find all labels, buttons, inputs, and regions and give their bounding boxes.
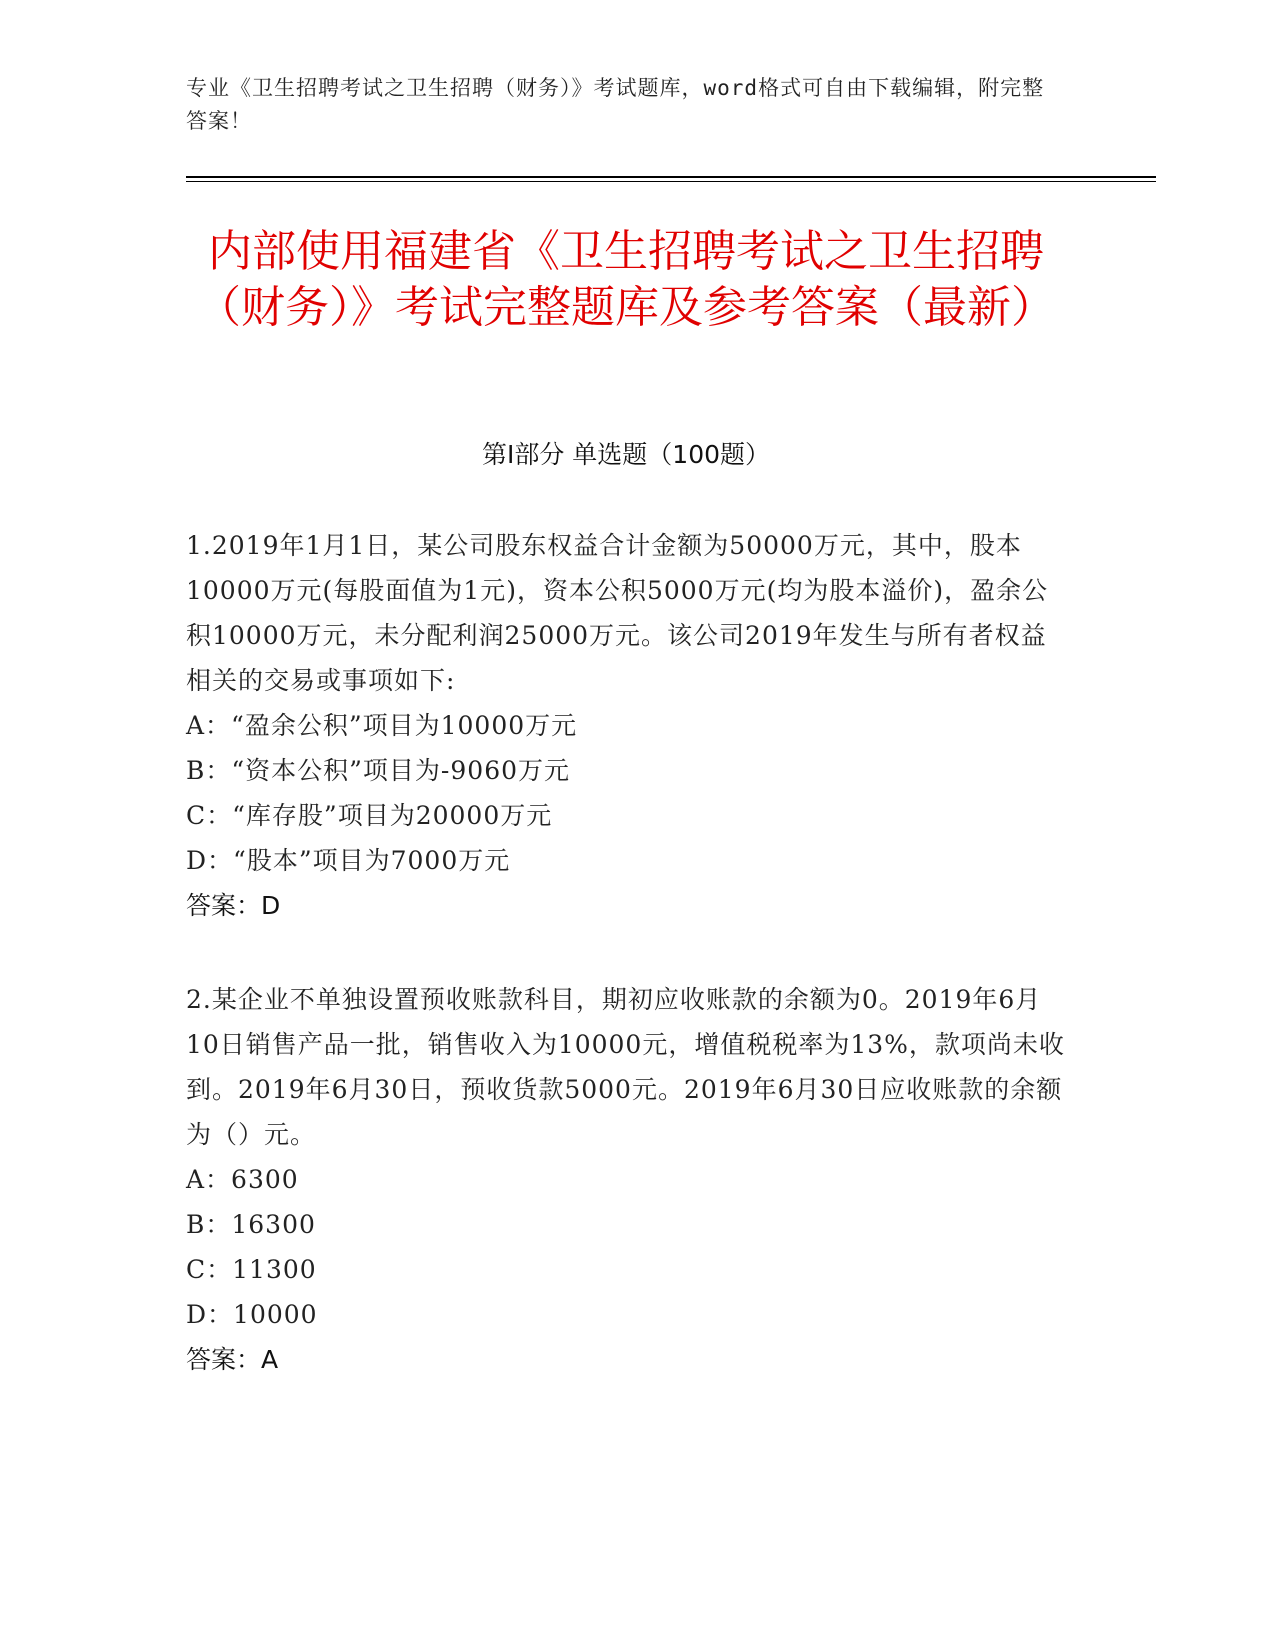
answer: 答案：D: [186, 891, 281, 920]
option-b: B：16300: [186, 1210, 316, 1239]
option-d: D：10000: [186, 1300, 318, 1329]
option-a: A：“盈余公积”项目为10000万元: [186, 711, 578, 740]
option-d: D：“股本”项目为7000万元: [186, 846, 511, 875]
question-2: [186, 977, 1066, 1382]
header-rule: [186, 176, 1156, 178]
question-stem: 1.2019年1月1日，某公司股东权益合计金额为50000万元，其中，股本10000万元(每股面值为1元)，资本公积5000万元(均为股本溢价)，盈余公积10000万元，未分配利润25000万元。该公司2019年发生与所有者权益相关的交易或事项如下:: [186, 531, 1049, 695]
answer: 答案：A: [186, 1345, 279, 1374]
header-rule-thin: [186, 181, 1156, 182]
question-1: [186, 523, 1066, 928]
option-c: C：“库存股”项目为20000万元: [186, 801, 553, 830]
option-c: C：11300: [186, 1255, 317, 1284]
option-b: B：“资本公积”项目为-9060万元: [186, 756, 571, 785]
document-title: 内部使用福建省《卫生招聘考试之卫生招聘（财务）》考试完整题库及参考答案（最新）: [197, 226, 1055, 333]
option-a: A：6300: [186, 1165, 299, 1194]
question-stem: 2.某企业不单独设置预收账款科目，期初应收账款的余额为0。2019年6月10日销售产品一批，销售收入为10000元，增值税税率为13%，款项尚未收到。2019年6月30日，预收货款5000元。2019年6月30日应收账款的余额为（）元。: [186, 985, 1065, 1149]
header-note: 专业《卫生招聘考试之卫生招聘（财务）》考试题库，word格式可自由下载编辑，附完整答案！: [186, 76, 1045, 133]
section-title: 第I部分 单选题（100题）: [481, 440, 771, 469]
